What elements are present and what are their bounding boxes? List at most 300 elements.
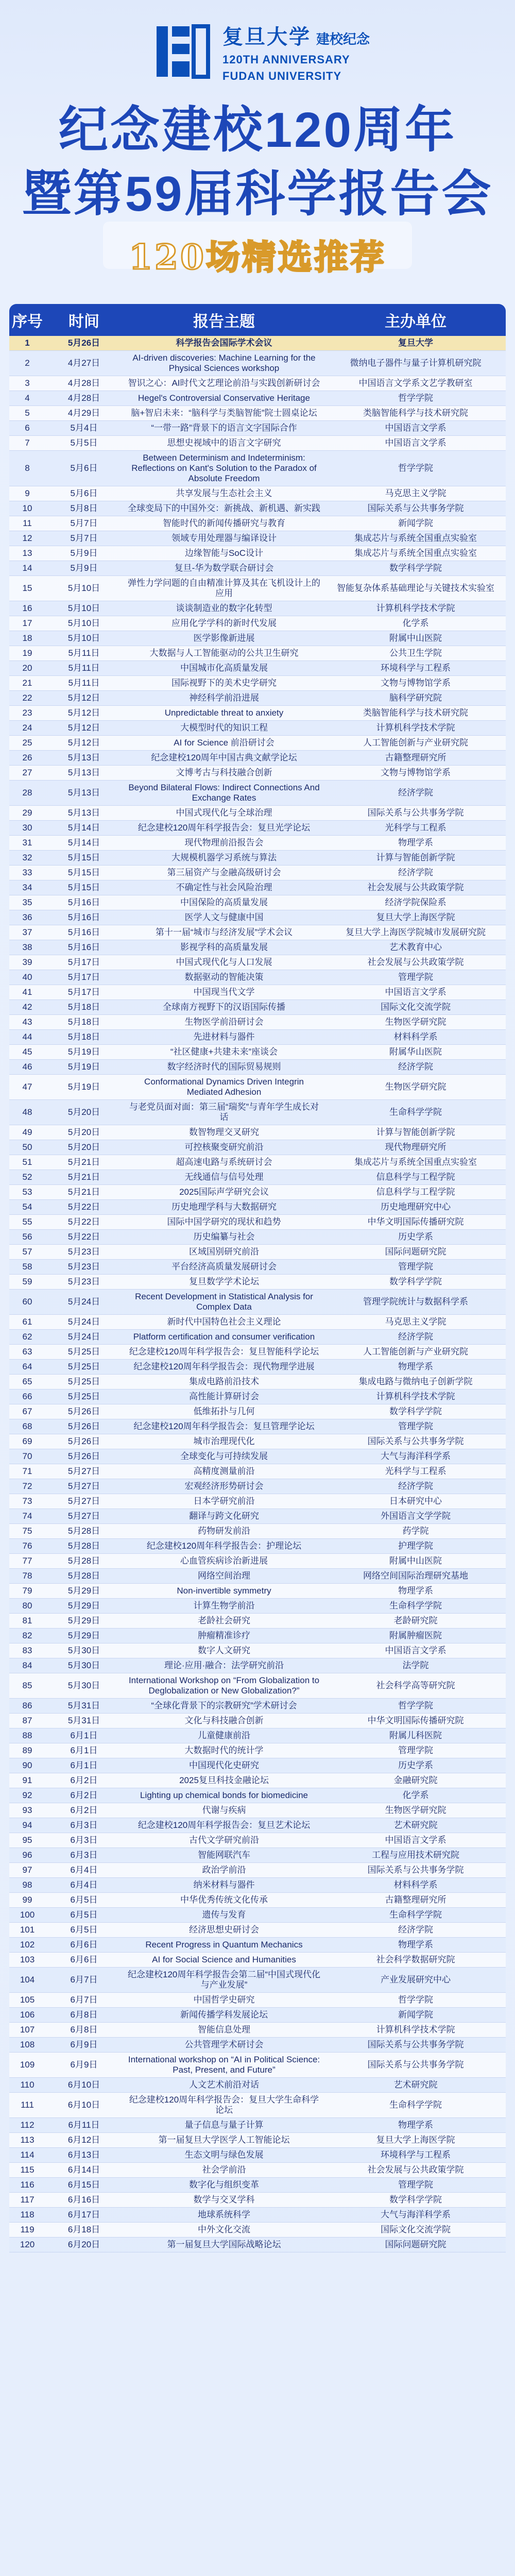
row-time: 6月4日 xyxy=(70,1880,98,1890)
logo-suffix: 建校纪念 xyxy=(316,31,370,47)
row-time: 6月4日 xyxy=(70,1865,98,1875)
row-host: 国际问题研究院 xyxy=(385,2240,447,2249)
row-time: 5月24日 xyxy=(67,1297,100,1307)
row-topic: 医学人文与健康中国 xyxy=(184,912,264,922)
row-host: 历史学系 xyxy=(398,1760,433,1770)
row-time: 5月6日 xyxy=(70,488,98,498)
table-row xyxy=(9,1758,506,1773)
table-row xyxy=(9,1075,506,1100)
row-time: 5月20日 xyxy=(67,1127,100,1137)
row-host: 中国语言文学系 xyxy=(385,438,447,448)
row-number: 9 xyxy=(25,488,30,498)
row-host: 复旦大学上海医学院城市发展研究院 xyxy=(346,927,486,937)
row-number: 3 xyxy=(25,378,30,388)
row-number: 28 xyxy=(22,788,32,798)
row-time: 5月11日 xyxy=(68,663,100,673)
row-number: 46 xyxy=(22,1062,32,1072)
row-host: 复旦大学 xyxy=(398,338,433,348)
row-number: 55 xyxy=(22,1217,32,1227)
table-row xyxy=(9,1449,506,1464)
row-time: 6月16日 xyxy=(67,2195,100,2205)
row-topic: 纪念建校120周年科学报告会：复旦智能科学论坛 xyxy=(129,1347,319,1357)
row-number: 59 xyxy=(22,1277,32,1286)
table-row xyxy=(9,2223,506,2238)
table-row xyxy=(9,1170,506,1185)
row-time: 4月28日 xyxy=(67,378,100,388)
table-row xyxy=(9,1599,506,1614)
row-number: 8 xyxy=(25,463,30,473)
table-row xyxy=(9,1699,506,1714)
row-number: 82 xyxy=(22,1631,32,1640)
row-number: 90 xyxy=(22,1760,32,1770)
row-number: 52 xyxy=(22,1172,32,1182)
row-number: 79 xyxy=(22,1586,32,1596)
table-row xyxy=(9,1878,506,1893)
table-row xyxy=(9,2078,506,2093)
table-row xyxy=(9,1185,506,1200)
row-number: 31 xyxy=(22,838,32,848)
table-row xyxy=(9,1200,506,1215)
row-topic: 第十一届“城市与经济发展”学术会议 xyxy=(155,927,293,937)
row-number: 68 xyxy=(22,1421,32,1431)
row-topic: 理论·应用·融合：法学研究前沿 xyxy=(164,1660,284,1670)
table-row xyxy=(9,1000,506,1015)
table-row xyxy=(9,561,506,576)
table-row xyxy=(9,940,506,955)
row-host: 管理学院 xyxy=(398,1745,433,1755)
row-number: 99 xyxy=(22,1895,32,1905)
row-host: 计算机科学技术学院 xyxy=(376,2025,455,2035)
row-number: 51 xyxy=(22,1157,32,1167)
row-topic: 纪念建校120周年中国古典文献学论坛 xyxy=(151,753,297,762)
row-time: 5月7日 xyxy=(70,518,98,528)
row-time: 5月26日 xyxy=(67,1421,100,1431)
row-time: 5月28日 xyxy=(67,1571,100,1581)
table-row xyxy=(9,1100,506,1125)
row-topic: 药物研发前沿 xyxy=(198,1526,250,1536)
row-host: 类脑智能科学与技术研究院 xyxy=(363,408,468,418)
logo-english-line-1: 120TH ANNIVERSARY xyxy=(222,53,350,66)
table-row xyxy=(9,516,506,531)
row-time: 5月23日 xyxy=(67,1277,100,1286)
row-host: 公共卫生学院 xyxy=(389,648,442,658)
row-host: 文物与博物馆学系 xyxy=(381,768,451,777)
row-time: 5月18日 xyxy=(67,1032,100,1042)
row-number: 67 xyxy=(22,1406,32,1416)
row-topic: 复旦-华为数学联合研讨会 xyxy=(174,563,274,573)
row-number: 72 xyxy=(22,1481,32,1491)
row-time: 5月6日 xyxy=(70,463,98,473)
row-number: 81 xyxy=(22,1616,32,1625)
table-row xyxy=(9,2238,506,2252)
row-time: 6月15日 xyxy=(67,2180,100,2190)
header xyxy=(0,0,515,299)
row-number: 1 xyxy=(25,338,30,348)
row-host: 管理学院 xyxy=(398,1262,433,1272)
row-time: 5月5日 xyxy=(70,438,98,448)
row-time: 5月23日 xyxy=(67,1247,100,1257)
row-time: 5月28日 xyxy=(67,1526,100,1536)
row-topic: 平台经济高质量发展研讨会 xyxy=(171,1262,277,1272)
row-topic: Lighting up chemical bonds for biomedicine xyxy=(140,1790,308,1800)
row-time: 5月7日 xyxy=(70,533,98,543)
row-time: 6月7日 xyxy=(70,1975,98,1985)
table-row xyxy=(9,531,506,546)
row-number: 17 xyxy=(22,618,32,628)
row-topic: 中国城市化高质量发展 xyxy=(180,663,268,673)
row-host: 国际关系与公共事务学院 xyxy=(367,808,464,818)
row-topic: 医学影像新进展 xyxy=(193,633,255,643)
row-host: 数学科学学院 xyxy=(389,1406,442,1416)
row-host: 生命科学学院 xyxy=(389,1601,442,1611)
row-time: 5月13日 xyxy=(67,788,100,798)
table-row xyxy=(9,2133,506,2148)
row-topic: 谈谈制造业的数字化转型 xyxy=(176,603,272,613)
row-time: 5月30日 xyxy=(67,1660,100,1670)
table-row xyxy=(9,1863,506,1878)
row-topic: 肿瘤精准诊疗 xyxy=(198,1631,250,1640)
row-time: 5月26日 xyxy=(67,338,100,348)
table-row xyxy=(9,1968,506,1993)
row-time: 5月15日 xyxy=(67,868,100,877)
row-topic: Conformational Dynamics Driven Integrin Mediated Adhesion xyxy=(144,1077,304,1097)
row-number: 106 xyxy=(20,2010,35,2020)
row-time: 6月1日 xyxy=(70,1745,98,1755)
row-number: 70 xyxy=(22,1451,32,1461)
row-topic: 第一届复旦大学医学人工智能论坛 xyxy=(158,2135,290,2145)
row-number: 45 xyxy=(22,1047,32,1057)
row-host: 附属肿瘤医院 xyxy=(389,1631,442,1640)
row-number: 56 xyxy=(22,1232,32,1242)
row-host: 马克思主义学院 xyxy=(385,1317,447,1327)
table-row xyxy=(9,2053,506,2078)
row-topic: 数学与交叉学科 xyxy=(193,2195,255,2205)
table-row xyxy=(9,721,506,736)
row-topic: 全球变化与可持续发展 xyxy=(180,1451,268,1461)
row-time: 5月17日 xyxy=(67,972,100,982)
row-time: 5月16日 xyxy=(67,897,100,907)
row-host: 类脑智能科学与技术研究院 xyxy=(363,708,468,718)
table-row xyxy=(9,1125,506,1140)
row-number: 15 xyxy=(22,583,32,593)
table-row xyxy=(9,751,506,766)
table-row xyxy=(9,336,506,351)
row-time: 5月10日 xyxy=(67,603,100,613)
row-topic: 老龄社会研究 xyxy=(198,1616,250,1625)
row-topic: 纪念建校120周年科学报告会第二届“中国式现代化与产业发展” xyxy=(127,1970,321,1990)
table-row xyxy=(9,1773,506,1788)
row-time: 5月15日 xyxy=(67,853,100,862)
row-host: 文物与博物馆学系 xyxy=(381,678,451,688)
row-host: 经济学院 xyxy=(398,1062,433,1072)
row-topic: 脑+智启未来：“脑科学与类脑智能”院士圆桌论坛 xyxy=(131,408,317,418)
table-row xyxy=(9,376,506,391)
row-host: 中国语言文学系 xyxy=(385,1646,447,1655)
table-row xyxy=(9,1260,506,1275)
row-number: 6 xyxy=(25,423,30,433)
row-host: 物理学系 xyxy=(398,1586,433,1596)
table-row xyxy=(9,1030,506,1045)
table-row xyxy=(9,1060,506,1075)
table-row xyxy=(9,1015,506,1030)
row-number: 100 xyxy=(20,1910,35,1920)
row-host: 经济学院 xyxy=(398,868,433,877)
row-number: 120 xyxy=(20,2240,35,2249)
row-host: 人工智能创新与产业研究院 xyxy=(363,738,468,748)
row-time: 5月9日 xyxy=(70,563,98,573)
row-number: 105 xyxy=(20,1995,35,2005)
row-time: 6月11日 xyxy=(68,2120,100,2130)
row-time: 6月6日 xyxy=(70,1940,98,1950)
table-row xyxy=(9,1629,506,1643)
row-host: 古籍整理研究所 xyxy=(385,1895,447,1905)
row-topic: 翻译与跨文化研究 xyxy=(189,1511,259,1521)
row-time: 5月25日 xyxy=(67,1392,100,1401)
table-row xyxy=(9,601,506,616)
row-time: 5月13日 xyxy=(67,808,100,818)
row-topic: Platform certification and consumer verification xyxy=(133,1332,315,1342)
table-row xyxy=(9,1614,506,1629)
row-number: 40 xyxy=(22,972,32,982)
row-topic: Unpredictable threat to anxiety xyxy=(164,708,284,718)
row-number: 49 xyxy=(22,1127,32,1137)
row-host: 新闻学院 xyxy=(398,2010,433,2020)
table-row xyxy=(9,1833,506,1848)
row-topic: 中华优秀传统文化传承 xyxy=(180,1895,268,1905)
row-host: 艺术研究院 xyxy=(393,2080,438,2090)
row-host: 中国语言文学系 xyxy=(385,423,447,433)
row-number: 85 xyxy=(22,1681,32,1690)
table-row xyxy=(9,1584,506,1599)
row-host: 社会科学数据研究院 xyxy=(376,1955,455,1964)
row-time: 5月27日 xyxy=(67,1496,100,1506)
row-host: 附属中山医院 xyxy=(389,1556,442,1566)
row-number: 62 xyxy=(22,1332,32,1342)
table-row xyxy=(9,1569,506,1584)
row-topic: 大规模机器学习系统与算法 xyxy=(171,853,277,862)
row-topic: 文博考古与科技融合创新 xyxy=(176,768,272,777)
row-topic: 城市治理现代化 xyxy=(193,1436,255,1446)
row-topic: 大数据时代的统计学 xyxy=(184,1745,264,1755)
row-host: 智能复杂体系基础理论与关键技术实验室 xyxy=(337,583,494,593)
table-row xyxy=(9,1993,506,2008)
row-host: 复旦大学上海医学院 xyxy=(376,2135,455,2145)
table-row xyxy=(9,2008,506,2023)
row-topic: 地球系统科学 xyxy=(198,2210,250,2219)
row-host: 国际关系与公共事务学院 xyxy=(367,1865,464,1875)
table-row xyxy=(9,736,506,751)
row-time: 6月6日 xyxy=(70,1955,98,1964)
row-time: 5月8日 xyxy=(70,503,98,513)
table-row xyxy=(9,1554,506,1569)
row-host: 大气与海洋科学系 xyxy=(381,2210,451,2219)
row-number: 71 xyxy=(22,1466,32,1476)
row-host: 化学系 xyxy=(402,618,429,628)
row-time: 5月10日 xyxy=(67,618,100,628)
row-topic: 全球南方视野下的汉语国际传播 xyxy=(163,1002,285,1012)
row-host: 国际文化交流学院 xyxy=(381,1002,451,1012)
row-host: 国际问题研究院 xyxy=(385,1247,447,1257)
row-number: 63 xyxy=(22,1347,32,1357)
row-time: 5月21日 xyxy=(67,1157,100,1167)
row-number: 43 xyxy=(22,1017,32,1027)
row-topic: 智能时代的新闻传播研究与教育 xyxy=(163,518,285,528)
page-title-line-2: 暨第59届科学报告会 xyxy=(22,166,493,222)
row-time: 5月4日 xyxy=(70,423,98,433)
row-topic: 纪念建校120周年科学报告会：复旦艺术论坛 xyxy=(138,1820,311,1830)
table-row xyxy=(9,1539,506,1554)
row-time: 5月22日 xyxy=(67,1217,100,1227)
row-host: 信息科学与工程学院 xyxy=(376,1187,455,1197)
row-topic: 纪念建校120周年科学报告会：复旦大学生命科学论坛 xyxy=(129,2095,319,2115)
row-time: 5月30日 xyxy=(67,1646,100,1655)
row-number: 57 xyxy=(22,1247,32,1257)
row-host: 哲学学院 xyxy=(398,463,433,473)
row-topic: 可控核聚变研究前沿 xyxy=(184,1142,264,1152)
table-row xyxy=(9,661,506,676)
row-topic: 日本学研究前沿 xyxy=(193,1496,255,1506)
table-row xyxy=(9,676,506,691)
row-topic: 智识之心：AI时代文艺理论前沿与实践创新研讨会 xyxy=(128,378,320,388)
row-time: 5月17日 xyxy=(67,987,100,997)
row-time: 5月29日 xyxy=(67,1631,100,1640)
table-row xyxy=(9,880,506,895)
table-row xyxy=(9,1389,506,1404)
row-host: 现代物理研究所 xyxy=(385,1142,447,1152)
table-row xyxy=(9,1140,506,1155)
row-number: 29 xyxy=(22,808,32,818)
table-row xyxy=(9,1818,506,1833)
row-host: 社会科学高等研究院 xyxy=(376,1681,455,1690)
row-number: 23 xyxy=(22,708,32,718)
row-number: 21 xyxy=(22,678,32,688)
row-time: 5月25日 xyxy=(67,1362,100,1371)
row-host: 历史学系 xyxy=(398,1232,433,1242)
table-row xyxy=(9,836,506,851)
table-row xyxy=(9,576,506,601)
row-number: 83 xyxy=(22,1646,32,1655)
row-number: 74 xyxy=(22,1511,32,1521)
row-topic: 思想史视域中的语言文字研究 xyxy=(167,438,281,448)
row-topic: 无线通信与信号处理 xyxy=(184,1172,264,1182)
row-topic: Beyond Bilateral Flows: Indirect Connections And Exchange Rates xyxy=(128,783,320,803)
row-topic: 科学报告会国际学术会议 xyxy=(176,338,272,348)
row-host: 材料科学系 xyxy=(393,1032,438,1042)
row-host: 物理学系 xyxy=(398,838,433,848)
row-topic: 文化与科技融合创新 xyxy=(184,1716,264,1725)
row-host: 经济学院 xyxy=(398,1332,433,1342)
row-time: 6月17日 xyxy=(67,2210,100,2219)
row-number: 101 xyxy=(20,1925,35,1935)
row-host: 社会发展与公共政策学院 xyxy=(367,883,464,892)
row-time: 6月13日 xyxy=(67,2150,100,2160)
table-row xyxy=(9,616,506,631)
table-row xyxy=(9,391,506,406)
table-row xyxy=(9,1155,506,1170)
row-time: 5月18日 xyxy=(67,1017,100,1027)
row-topic: 量子信息与量子计算 xyxy=(184,2120,264,2130)
row-number: 35 xyxy=(22,897,32,907)
row-host: 管理学院 xyxy=(398,972,433,982)
row-time: 5月10日 xyxy=(67,633,100,643)
table-row xyxy=(9,821,506,836)
row-topic: 纪念建校120周年科学报告会：复旦光学论坛 xyxy=(138,823,311,833)
row-number: 19 xyxy=(22,648,32,658)
row-topic: 先进材料与器件 xyxy=(193,1032,255,1042)
row-host: 大气与海洋科学系 xyxy=(381,1451,451,1461)
row-time: 5月27日 xyxy=(67,1481,100,1491)
row-time: 5月22日 xyxy=(67,1232,100,1242)
table-row xyxy=(9,436,506,451)
row-number: 37 xyxy=(22,927,32,937)
table-row xyxy=(9,806,506,821)
row-host: 计算与智能创新学院 xyxy=(376,853,455,862)
row-time: 5月12日 xyxy=(67,738,100,748)
row-host: 国际关系与公共事务学院 xyxy=(367,2060,464,2070)
row-topic: 神经科学前沿进展 xyxy=(189,693,259,703)
row-number: 22 xyxy=(22,693,32,703)
row-host: 历史地理研究中心 xyxy=(381,1202,451,1212)
row-host: 金融研究院 xyxy=(393,1775,438,1785)
row-time: 6月8日 xyxy=(70,2025,98,2035)
row-number: 73 xyxy=(22,1496,32,1506)
row-time: 6月10日 xyxy=(67,2100,100,2110)
row-host: 老龄研究院 xyxy=(393,1616,438,1625)
row-time: 5月11日 xyxy=(68,678,100,688)
row-time: 4月27日 xyxy=(67,358,100,368)
row-topic: 2025国际声学研究会议 xyxy=(179,1187,269,1197)
table-row xyxy=(9,1743,506,1758)
logo-english-line-2: FUDAN UNIVERSITY xyxy=(222,70,342,82)
row-number: 75 xyxy=(22,1526,32,1536)
table-row xyxy=(9,406,506,421)
row-number: 58 xyxy=(22,1262,32,1272)
row-topic: International Workshop on “From Globalization to Deglobalization or New Globalization?” xyxy=(128,1675,320,1696)
row-host: 数学科学学院 xyxy=(389,563,442,573)
table-row xyxy=(9,851,506,866)
row-time: 5月28日 xyxy=(67,1556,100,1566)
row-host: 日本研究中心 xyxy=(389,1496,442,1506)
page-title-line-1: 纪念建校120周年 xyxy=(58,103,457,158)
row-time: 5月13日 xyxy=(67,768,100,777)
row-number: 94 xyxy=(22,1820,32,1830)
row-time: 5月27日 xyxy=(67,1466,100,1476)
table-row xyxy=(9,1230,506,1245)
row-number: 24 xyxy=(22,723,32,733)
row-topic: 边缘智能与SoC设计 xyxy=(184,548,264,558)
row-time: 5月19日 xyxy=(67,1082,100,1092)
row-time: 6月3日 xyxy=(70,1835,98,1845)
table-row xyxy=(9,2163,506,2178)
row-time: 5月16日 xyxy=(67,942,100,952)
table-row xyxy=(9,2038,506,2053)
table-row xyxy=(9,1938,506,1953)
row-topic: 纪念建校120周年科学报告会：现代物理学进展 xyxy=(133,1362,315,1371)
row-time: 5月18日 xyxy=(67,1002,100,1012)
table-row xyxy=(9,2148,506,2163)
row-topic: 集成电路前沿技术 xyxy=(189,1377,259,1386)
row-topic: 领域专用处理器与编译设计 xyxy=(171,533,277,543)
row-topic: 数字人文研究 xyxy=(198,1646,250,1655)
row-host: 外国语言文学学院 xyxy=(381,1511,451,1521)
row-number: 76 xyxy=(22,1541,32,1551)
row-time: 5月19日 xyxy=(67,1062,100,1072)
row-topic: 公共管理学术研讨会 xyxy=(184,2040,264,2049)
row-number: 107 xyxy=(20,2025,35,2035)
row-number: 66 xyxy=(22,1392,32,1401)
row-number: 113 xyxy=(20,2135,35,2145)
table-row xyxy=(9,1658,506,1673)
